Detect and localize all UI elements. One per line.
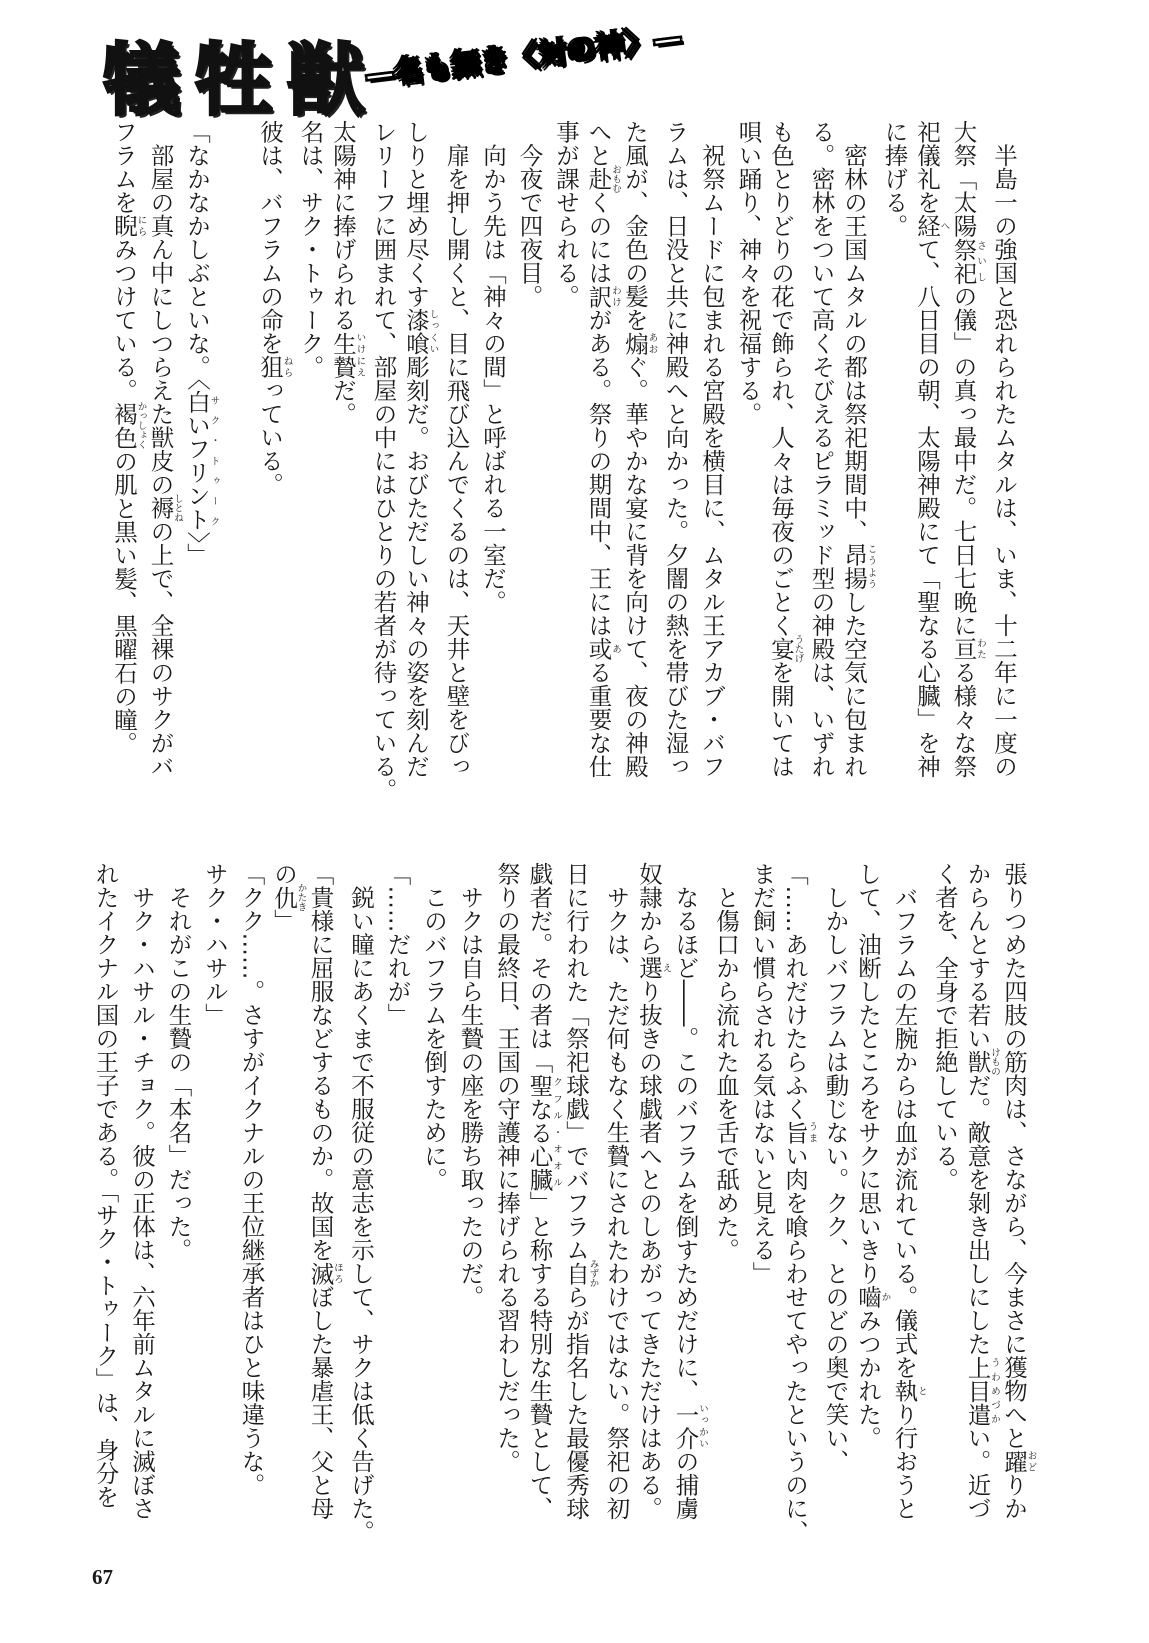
ruby-reading: と	[916, 1379, 927, 1403]
text-column	[160, 862, 197, 1532]
text-column	[292, 120, 329, 790]
ruby-reading: あお	[646, 331, 658, 355]
ruby-reading: か	[879, 1285, 891, 1309]
text-run: の肌と黒い髪、黒曜石の瞳。	[110, 449, 138, 755]
text-column	[621, 120, 658, 790]
text-run: り抜きの球戯者へとのしあがってきただけはある。	[635, 979, 663, 1520]
text-run: した空気に包まれ	[840, 590, 868, 778]
ruby-reading: クフル・オオル	[551, 1073, 562, 1191]
text-run: 「クク……。さすがイクナルの王位継承者はひと味違うな。	[237, 862, 266, 1497]
text-column	[949, 120, 986, 790]
ruby-reading: え	[660, 956, 672, 980]
ruby-base: 煽	[621, 331, 649, 355]
text-column	[657, 120, 694, 790]
ruby-reading: さいし	[975, 237, 986, 285]
text-run: りか	[1000, 1473, 1028, 1520]
text-run: る重要な仕	[584, 660, 613, 778]
text-run: 日に行われた「祭祀球戯」でバフラム	[562, 862, 590, 1262]
text-run: 」	[270, 909, 298, 933]
text-run: サクは自ら生贄の座を勝ち取ったのだ。	[456, 862, 485, 1309]
ruby-annotated-word	[1000, 1449, 1037, 1474]
text-run: ぼした暴虐王、父と母	[306, 1285, 335, 1520]
text-run: 張りつめた四肢の筋肉は、さながら、今まさに獲物へと	[1000, 862, 1028, 1450]
ruby-annotated-word	[256, 355, 293, 379]
text-run: 向かう先は「神々の間」と呼ばれる一室だ。	[479, 120, 507, 614]
ruby-annotated-word	[525, 1073, 562, 1192]
text-column	[452, 862, 489, 1532]
ruby-base: 滅	[306, 1261, 335, 1285]
ruby-reading: にら	[135, 214, 147, 238]
ruby-reading: おもむ	[610, 164, 621, 193]
text-column	[927, 862, 964, 1532]
text-run: っている。	[256, 378, 284, 496]
text-run: 祝祭ムードに包まれる宮殿を横目に、ムタル王アカブ・バフ	[698, 120, 726, 778]
ruby-base: 訳	[584, 284, 613, 308]
ruby-annotated-word	[621, 331, 658, 356]
ruby-annotated-word	[963, 1047, 1000, 1076]
ruby-base: 生贄	[329, 331, 357, 379]
ruby-reading: あ	[610, 637, 621, 661]
text-run: だ。敵意を剝き出しにした	[963, 1073, 992, 1356]
text-run: みつかれた。	[854, 1308, 882, 1450]
ruby-base: 嚙	[854, 1285, 882, 1309]
ruby-annotated-word	[306, 1261, 343, 1286]
text-run: まだ飼い慣らされる気はないと見える」	[748, 862, 777, 1285]
text-column	[803, 120, 840, 790]
text-run: る。密林をついて高くそびえるピラミッド型の神殿は、いずれ	[807, 120, 836, 778]
text-run: みつけている。	[110, 237, 138, 402]
text-column	[329, 120, 366, 790]
ruby-annotated-word	[584, 284, 621, 309]
ruby-reading: ねら	[281, 355, 293, 379]
text-run: 名は、サク・トゥーク。	[296, 120, 325, 379]
text-run: 」と称する特別な生贄として、	[525, 1191, 554, 1520]
ruby-annotated-word	[329, 331, 366, 379]
ruby-base: 旨	[781, 1120, 809, 1144]
text-run: た風が、金色の髪を	[621, 120, 649, 332]
text-run: の上で、全裸のサクがバ	[146, 519, 175, 778]
ruby-annotated-word	[781, 1120, 818, 1145]
text-column	[767, 120, 804, 790]
text-column	[489, 862, 526, 1532]
ruby-reading: みずか	[587, 1259, 599, 1288]
text-run: しかしバフラムは動じない。クク、とのどの奥で笑い、	[821, 862, 850, 1473]
text-run: 部屋の真ん中にしつらえた獣皮の	[146, 120, 175, 496]
text-run: れたイクナル国の王子である。「サク・トゥーク」は、身分を	[91, 862, 120, 1509]
text-run: 鋭い瞳にあくまで不服従の意志を示して、サクは低く告げた。	[347, 862, 375, 1544]
ruby-annotated-word	[110, 401, 147, 450]
ruby-reading: へ	[938, 214, 950, 238]
text-run: に捧げる。	[880, 120, 909, 238]
ruby-reading: かっしょく	[135, 401, 147, 450]
body-text-top	[110, 120, 1023, 802]
ruby-reading: サク・トゥーク	[208, 390, 220, 532]
ruby-annotated-word	[840, 543, 877, 590]
text-column	[986, 120, 1023, 790]
text-column	[635, 862, 672, 1532]
text-column	[219, 120, 256, 790]
text-run: からんとする若い	[963, 862, 992, 1050]
ruby-reading: うわめづか	[989, 1355, 1000, 1426]
ruby-base: 自	[562, 1259, 590, 1288]
text-run: それがこの生贄の「本名」だった。	[164, 862, 193, 1262]
text-run: 祭りの最終日、王国の守護神に捧げられる習わしだった。	[493, 862, 521, 1473]
ruby-annotated-word	[767, 634, 804, 663]
ruby-base: 一介	[671, 1402, 700, 1450]
text-run: 「……だれが」	[383, 862, 412, 1027]
text-run: り行おうと	[890, 1402, 919, 1520]
ruby-reading: しとね	[172, 493, 183, 522]
ruby-reading: かたき	[295, 883, 307, 912]
ruby-reading: こうよう	[865, 543, 877, 590]
ruby-reading: おど	[1025, 1449, 1037, 1473]
text-column	[584, 120, 621, 790]
text-column	[913, 120, 950, 790]
ruby-reading: けもの	[989, 1047, 1000, 1076]
text-run: ぐ。華やかな宴に背を向けて、夜の神殿	[621, 355, 649, 778]
text-column	[183, 120, 220, 790]
text-run: 彼は、バフラムの命を	[256, 120, 284, 355]
ruby-base: 亘	[949, 637, 978, 661]
text-run: 奴隷から	[635, 862, 663, 956]
text-run: らが指名した最優秀球	[562, 1285, 590, 1520]
ruby-base: 或	[584, 637, 613, 661]
ruby-annotated-word	[584, 637, 621, 661]
text-column	[963, 862, 1000, 1532]
text-column	[854, 862, 891, 1532]
title-main: 犠牲獣	[103, 36, 380, 126]
text-column	[475, 120, 512, 790]
ruby-reading: うたげ	[792, 634, 804, 663]
ruby-base: 獣	[963, 1047, 992, 1076]
ruby-base: 睨	[110, 214, 138, 238]
text-column	[233, 862, 270, 1532]
text-column	[146, 120, 183, 790]
ruby-annotated-word	[949, 637, 986, 661]
ruby-annotated-word	[146, 493, 183, 522]
ruby-base: 執	[890, 1379, 919, 1403]
text-run: く者を、全身で拒絶している。	[931, 862, 959, 1191]
text-column	[562, 862, 599, 1532]
text-column	[306, 862, 343, 1532]
text-run: 〉」	[183, 531, 211, 567]
ruby-base: 褐色	[110, 401, 138, 450]
text-column	[416, 862, 453, 1532]
ruby-annotated-word	[949, 237, 986, 285]
ruby-annotated-word	[913, 214, 950, 238]
ruby-annotated-word	[854, 1285, 891, 1309]
text-column	[402, 120, 439, 790]
text-run: くのには	[584, 190, 613, 285]
text-column	[548, 120, 585, 790]
text-run: フラムを	[110, 120, 138, 214]
text-run: の儀」の真っ最中だ。七日七晩に	[949, 284, 978, 637]
text-run: 彫刻だ。おびただしい神々の姿を刻んだ	[402, 355, 430, 778]
ruby-annotated-word	[110, 214, 147, 238]
text-run: なるほど――。このバフラムを倒すためだけに、	[671, 862, 700, 1403]
text-run: しりと埋め尽くす	[402, 120, 430, 308]
text-column	[744, 862, 781, 1532]
text-column	[343, 862, 380, 1544]
ruby-base: 褥	[146, 493, 175, 522]
ruby-annotated-word	[890, 1379, 927, 1403]
text-run: レリーフに囲まれて、部屋の中にはひとりの若者が待っている。	[369, 120, 398, 802]
ruby-base: 経	[913, 214, 941, 238]
ruby-annotated-word	[183, 390, 220, 532]
text-column	[270, 862, 307, 1532]
text-run: サクは、ただ何もなく生贄にされたわけではない。祭祀の初	[602, 862, 631, 1520]
text-column	[694, 120, 731, 790]
ruby-base: 宴	[767, 634, 795, 663]
text-run: 戯者だ。その者は「	[525, 862, 554, 1074]
text-column	[817, 862, 854, 1532]
ruby-annotated-word	[402, 308, 439, 355]
ruby-annotated-word	[963, 1355, 1000, 1427]
text-run: 扉を押し開くと、目に飛び込んでくるのは、天井と壁をびっ	[442, 120, 471, 778]
ruby-reading: いっかい	[697, 1402, 708, 1450]
text-run: い肉を喰らわせてやったというのに、	[781, 1144, 809, 1544]
ruby-reading: わけ	[610, 284, 621, 308]
text-run: の	[270, 862, 298, 886]
ruby-base: 赴	[584, 164, 613, 193]
text-run: る様々な祭	[949, 660, 978, 778]
text-run: 今夜で四夜目。	[515, 120, 544, 308]
text-column	[781, 862, 818, 1544]
ruby-base: 祭祀	[949, 237, 978, 285]
text-run: の捕虜	[671, 1449, 700, 1520]
body-text-bottom	[87, 862, 1037, 1544]
ruby-reading: ほろ	[332, 1261, 343, 1285]
text-run: い。近づ	[963, 1426, 992, 1520]
text-column	[110, 120, 147, 790]
ruby-annotated-word	[270, 883, 307, 912]
text-run: 「貴様に屈服などするものか。故国を	[306, 862, 335, 1262]
ruby-base: 狙	[256, 355, 284, 379]
page-number: 67	[92, 1565, 113, 1589]
ruby-base: 昂揚	[840, 543, 868, 590]
ruby-base: 躍	[1000, 1449, 1028, 1473]
ruby-reading: うま	[806, 1120, 818, 1144]
ruby-annotated-word	[671, 1402, 708, 1450]
ruby-annotated-word	[562, 1259, 599, 1288]
text-column	[365, 120, 402, 802]
ruby-base: 選	[635, 956, 663, 980]
text-run: 祀儀礼を	[913, 120, 941, 214]
ruby-base: 仇	[270, 883, 298, 912]
text-run: がある。祭りの期間中、王には	[584, 308, 613, 637]
ruby-base: 聖なる心臓	[525, 1073, 554, 1191]
text-run: へと	[584, 120, 613, 167]
ruby-annotated-word	[584, 164, 621, 193]
text-column	[708, 862, 745, 1532]
text-run: バフラムの左腕からは血が流れている。儀式を	[890, 862, 919, 1379]
text-run: 半島一の強国と恐れられたムタルは、いま、十二年に一度の	[990, 120, 1018, 778]
text-column	[379, 862, 416, 1532]
title-subtitle: —名も無き〈対の神〉—	[363, 20, 684, 93]
text-run: 太陽神に捧げられる	[329, 120, 357, 332]
text-column	[730, 120, 767, 790]
text-column	[598, 862, 635, 1532]
text-column	[890, 862, 927, 1532]
text-run: も色とりどりの花で飾られ、人々は毎夜のごとく	[767, 120, 795, 637]
text-run: サク・ハサル」	[201, 862, 229, 1027]
text-run: して、油断したところをサクに思いきり	[854, 862, 882, 1285]
text-run: サク・ハサル・チョク。彼の正体は、六年前ムタルに滅ぼさ	[128, 862, 156, 1520]
text-column	[525, 862, 562, 1532]
ruby-base: 漆喰	[402, 308, 430, 355]
text-column	[1000, 862, 1037, 1532]
text-column	[876, 120, 913, 790]
text-run: 大祭「太陽	[949, 120, 978, 238]
ruby-base: 白いフリント	[183, 390, 211, 532]
text-run: 「なかなかしぶといな。〈	[183, 120, 211, 391]
text-column	[511, 120, 548, 790]
text-run: 密林の王国ムタルの都は祭祀期間中、	[840, 120, 868, 543]
text-column	[197, 862, 234, 1532]
text-run: を開いては	[767, 660, 795, 778]
text-column	[124, 862, 161, 1532]
text-column	[256, 120, 293, 790]
text-run: 「……あれだけたらふく	[781, 862, 809, 1121]
text-run: 事が課せられる。	[552, 120, 580, 308]
text-column	[671, 862, 708, 1532]
text-run: ラムは、日没と共に神殿へと向かった。夕闇の熱を帯びた湿っ	[661, 120, 690, 778]
ruby-annotated-word	[635, 956, 672, 980]
text-run: だ。	[329, 378, 357, 426]
text-run: て、八日目の朝、太陽神殿にて「聖なる心臓」を神	[913, 237, 941, 778]
ruby-base: 上目遣	[963, 1355, 992, 1426]
text-column	[840, 120, 877, 790]
text-column	[438, 120, 475, 790]
text-run: と傷口から流れた血を舌で舐めた。	[712, 862, 740, 1262]
text-column	[87, 862, 124, 1532]
text-run: このバフラムを倒すために。	[420, 862, 448, 1191]
text-run: 唄い踊り、神々を祝福する。	[734, 120, 763, 426]
ruby-reading: わた	[975, 637, 986, 661]
ruby-reading: いけにえ	[354, 331, 366, 379]
ruby-reading: しっくい	[427, 308, 439, 355]
